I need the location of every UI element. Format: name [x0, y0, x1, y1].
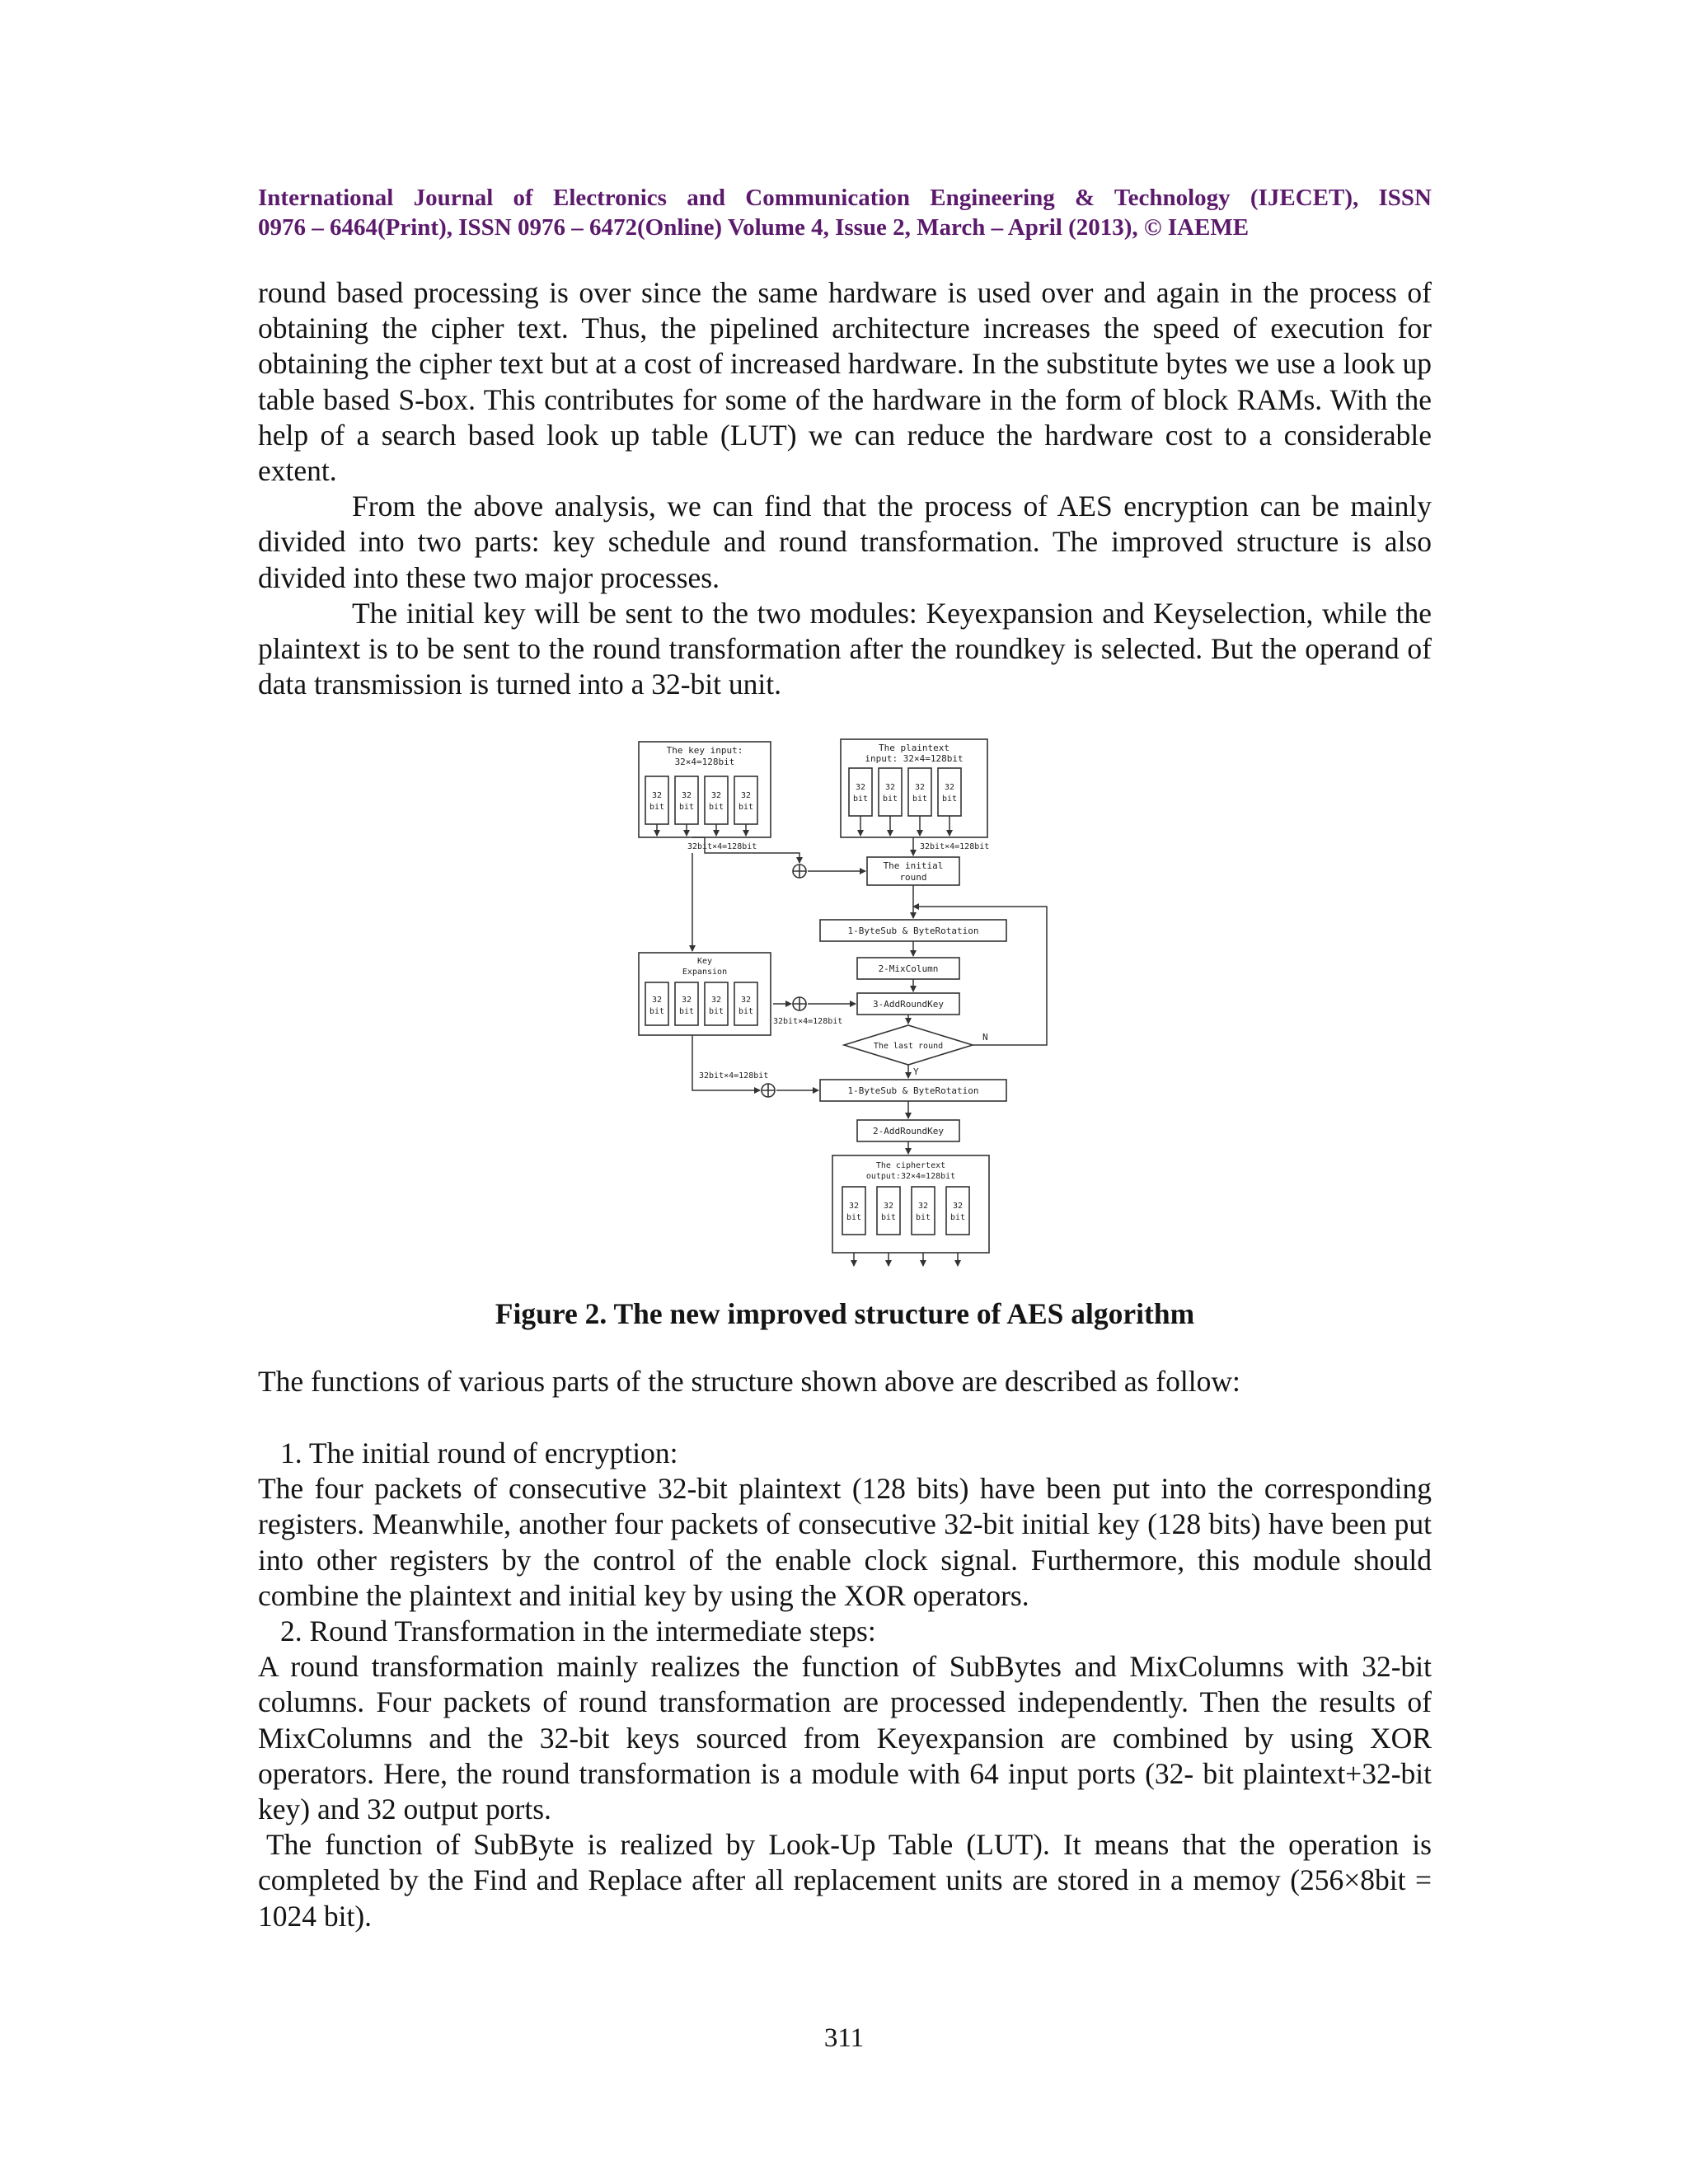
list-item-1-text: The four packets of consecutive 32-bit plaintext (128 bits) have been put into the corresponding registers. Meanwhile, another four packets of consecutive 32-bit initial key (128 bits) have been put into other registers by the control of the enable clock signal. Furthermore, this module should combine the plaintext and initial key by using the XOR operators. [258, 1472, 1432, 1612]
plain-cell-4 [938, 768, 961, 816]
plaintext-label-1: The plaintext [878, 743, 950, 753]
journal-header [258, 183, 1432, 242]
cipher-cell-3 [912, 1187, 935, 1235]
last-round-label: The last round [873, 1042, 944, 1051]
plain-cell-2 [879, 768, 902, 816]
cell-label-top: 32 [681, 996, 692, 1005]
paragraph-pipeline: round based processing is over since the same hardware is used over and again in the process of obtaining the cipher text. Thus, the pipelined architecture increases the speed of execution for obtaining the cipher text but at a cost of increased hardware. In the substitute bytes we use a look up table based S-box. This contributes for some of the hardware in the form of block RAMs. With the help of a search based look up table (LUT) we can reduce the hardware cost to a considerable extent. [258, 276, 1432, 488]
plain-cell-3 [908, 768, 931, 816]
cell-label-top: 32 [651, 996, 663, 1005]
body-text-intro [258, 1364, 1432, 1399]
figure-caption: Figure 2. The new improved structure of AES algorithm [495, 1297, 1195, 1330]
cell-label-top: 32 [952, 1202, 964, 1211]
branch-no-label: N [982, 1032, 988, 1043]
cell-label-bottom: bit [678, 803, 695, 812]
cell-label-bottom: bit [708, 803, 724, 812]
cell-label-bottom: bit [941, 794, 958, 804]
list-item-2-text: A round transformation mainly realizes the function of SubBytes and MixColumns with 32-bit columns. Four packets of round transformation are processed independently. Then the results of MixColumns and the 32-bit keys sourced from Keyexpansion are combined by using XOR operators. Here, the round transformation is a module with 64 input ports (32- bit plaintext+32-bit key) and 32 output ports. [258, 1650, 1432, 1826]
key-bus-label: 32bit×4=128bit [687, 842, 757, 851]
paragraph-initial-key: The initial key will be sent to the two modules: Keyexpansion and Keyselection, while the plaintext is to be sent to the round transformation after the roundkey is selected. But the operand of data transmission is turned into a 32-bit unit. [258, 596, 1432, 701]
journal-header-line-1: International Journal of Electronics and Communication Engineering & Technology (IJECET), ISSN [258, 185, 1432, 211]
plain-cell-1 [849, 768, 872, 816]
cell-label-bottom: bit [950, 1213, 966, 1222]
cell-label-top: 32 [848, 1202, 860, 1211]
bytesub-final-label: 1-ByteSub & ByteRotation [847, 1085, 979, 1096]
key-cell-1 [645, 776, 668, 824]
addroundkey-final-label: 2-AddRoundKey [872, 1126, 945, 1137]
cell-label-top: 32 [883, 1202, 894, 1211]
cipher-cell-2 [877, 1187, 900, 1235]
cell-label-bottom: bit [852, 794, 869, 804]
body-text-top [258, 275, 1432, 702]
cell-label-top: 32 [944, 783, 955, 792]
key-cell-2 [675, 776, 698, 824]
journal-header-line-2: 0976 – 6464(Print), ISSN 0976 – 6472(Online) Volume 4, Issue 2, March – April (2013), © IAEME [258, 214, 1250, 241]
paragraph-functions: The functions of various parts of the structure shown above are described as follow: [258, 1365, 1240, 1398]
branch-yes-label: Y [913, 1066, 919, 1077]
key-input-label-1: The key input: [666, 745, 743, 756]
key-cell-4 [734, 776, 757, 824]
key-input-label-2: 32×4=128bit [674, 757, 735, 767]
mixcolumn-label: 2-MixColumn [878, 963, 939, 974]
key-expansion-label-1: Key [696, 957, 713, 966]
cell-label-top: 32 [740, 791, 752, 800]
cell-label-bottom: bit [678, 1007, 695, 1016]
cipher-cell-1 [842, 1187, 865, 1235]
cell-label-bottom: bit [738, 1007, 754, 1016]
cipher-label-2: output:32×4=128bit [865, 1172, 956, 1181]
aes-structure-diagram [626, 725, 1071, 1286]
cell-label-top: 32 [681, 791, 692, 800]
cipher-label-1: The ciphertext [875, 1161, 946, 1170]
cell-label-bottom: bit [649, 803, 665, 812]
cell-label-top: 32 [884, 783, 896, 792]
cell-label-top: 32 [740, 996, 752, 1005]
cell-label-bottom: bit [882, 794, 898, 804]
list-item-2-title: 2. Round Transformation in the intermediate steps: [280, 1615, 876, 1648]
initial-round-label-2: round [899, 872, 927, 883]
final-bus-label: 32bit×4=128bit [699, 1071, 769, 1080]
list-item-1-title: 1. The initial round of encryption: [280, 1436, 678, 1469]
plaintext-label-2: input: 32×4=128bit [865, 753, 964, 764]
addroundkey-label: 3-AddRoundKey [872, 999, 945, 1010]
cell-label-top: 32 [651, 791, 663, 800]
plain-bus-label: 32bit×4=128bit [920, 842, 990, 851]
cell-label-bottom: bit [880, 1213, 897, 1222]
key-cell-3 [705, 776, 728, 824]
key-expansion-label-2: Expansion [682, 968, 728, 977]
cell-label-bottom: bit [915, 1213, 931, 1222]
body-text-list [258, 1436, 1432, 1934]
cell-label-top: 32 [917, 1202, 929, 1211]
cell-label-bottom: bit [912, 794, 928, 804]
cell-label-top: 32 [710, 996, 722, 1005]
initial-round-label-1: The initial [883, 860, 944, 871]
cell-label-bottom: bit [846, 1213, 862, 1222]
page-number: 311 [823, 2023, 865, 2053]
paragraph-analysis: From the above analysis, we can find that the process of AES encryption can be mainly divided into two parts: key schedule and round transformation. The improved structure is also divided into these two major processes. [258, 490, 1432, 594]
cell-label-top: 32 [710, 791, 722, 800]
cell-label-bottom: bit [649, 1007, 665, 1016]
cell-label-bottom: bit [738, 803, 754, 812]
cell-label-bottom: bit [708, 1007, 724, 1016]
cell-label-top: 32 [914, 783, 926, 792]
paragraph-subbyte: The function of SubByte is realized by Look-Up Table (LUT). It means that the operation is completed by the Find and Replace after all replacement units are stored in a memoy (256×8bit = 1024 bit). [258, 1828, 1432, 1933]
exp-bus-label: 32bit×4=128bit [773, 1017, 843, 1026]
cipher-cell-4 [946, 1187, 969, 1235]
cell-label-top: 32 [855, 783, 866, 792]
bytesub-label: 1-ByteSub & ByteRotation [847, 926, 979, 936]
